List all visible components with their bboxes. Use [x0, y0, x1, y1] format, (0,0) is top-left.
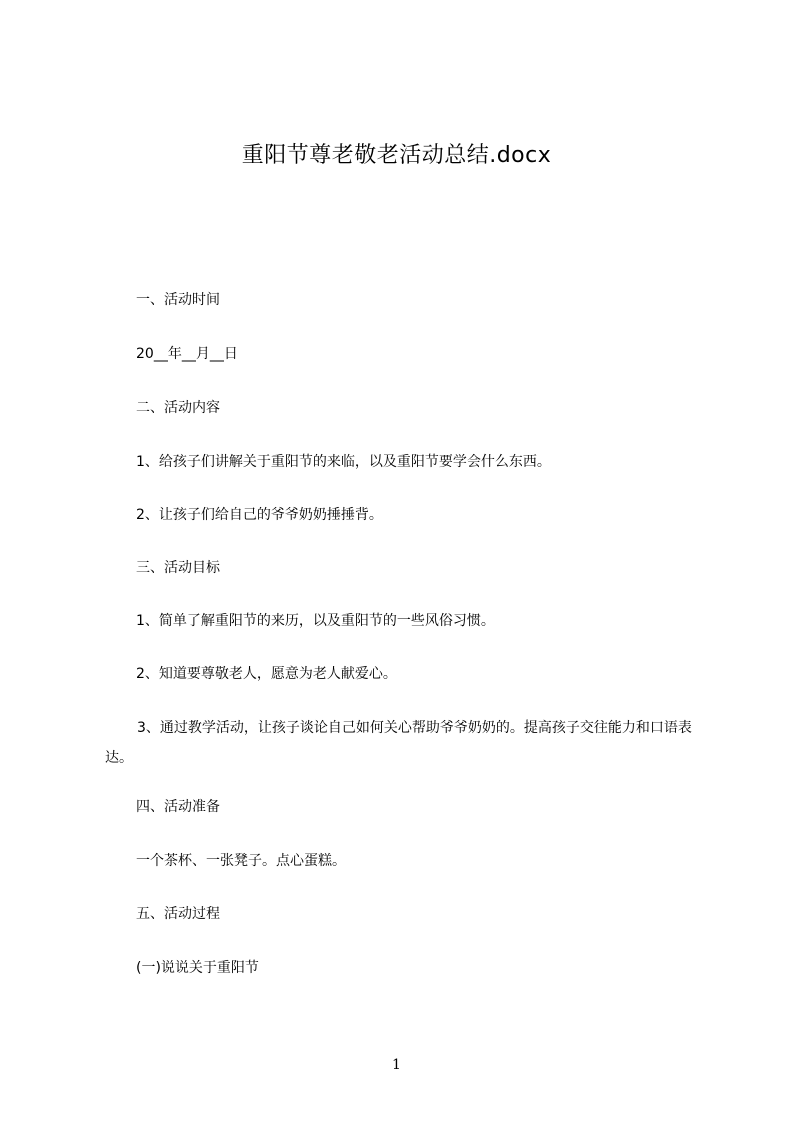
process-step-1: (一)说说关于重阳节 — [136, 960, 259, 976]
goal-item-3: 3、通过教学活动，让孩子谈论自己如何关心帮助爷爷奶奶的。提高孩子交往能力和口语表达。 — [105, 720, 692, 766]
section-heading-activity-preparation: 四、活动准备 — [136, 799, 220, 815]
document-title: 重阳节尊老敬老活动总结.docx — [241, 143, 552, 168]
goal-item-1: 1、简单了解重阳节的来历，以及重阳节的一些风俗习惯。 — [136, 613, 495, 629]
section-heading-activity-process: 五、活动过程 — [136, 906, 220, 922]
activity-date-line: 20__年__月__日 — [136, 346, 238, 362]
page-number: 1 — [392, 1057, 401, 1073]
preparation-items: 一个茶杯、一张凳子。点心蛋糕。 — [136, 853, 346, 869]
content-item-1: 1、给孩子们讲解关于重阳节的来临，以及重阳节要学会什么东西。 — [136, 454, 551, 470]
content-item-2: 2、让孩子们给自己的爷爷奶奶捶捶背。 — [136, 507, 383, 523]
section-heading-activity-goals: 三、活动目标 — [136, 560, 220, 576]
goal-item-2: 2、知道要尊敬老人，愿意为老人献爱心。 — [136, 666, 397, 682]
section-heading-activity-time: 一、活动时间 — [136, 292, 220, 308]
section-heading-activity-content: 二、活动内容 — [136, 400, 220, 416]
